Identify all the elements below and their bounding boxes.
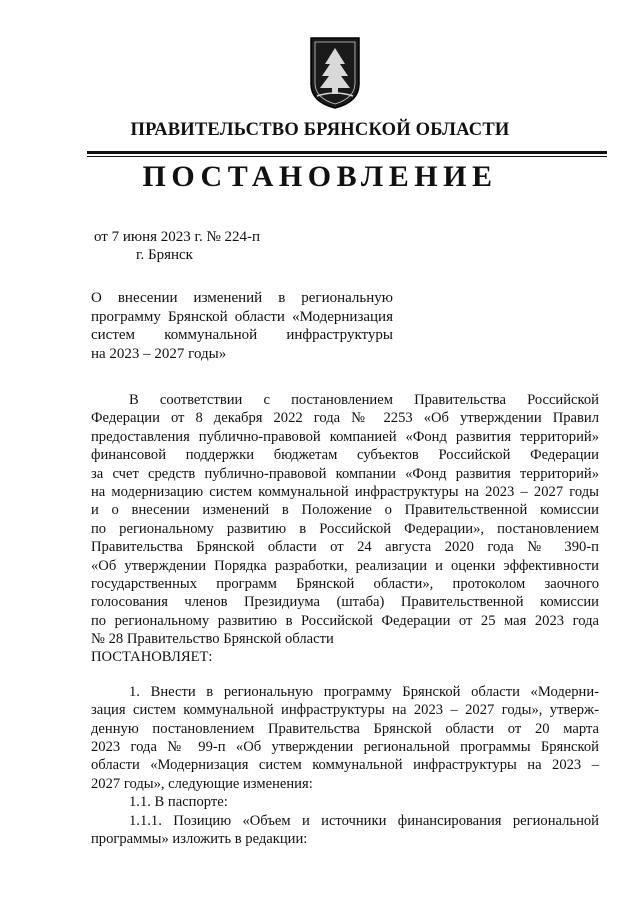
item1-line: зация систем коммунальной инфраструктуры на 2023 – 2027 годы», утверж- <box>91 702 599 719</box>
preamble-line: финансовой поддержки бюджетам субъектов Российской Федерации <box>91 447 599 464</box>
document-date-number: от 7 июня 2023 г. № 224-п <box>94 229 261 245</box>
document-subject <box>91 289 393 363</box>
preamble-line: голосования членов Президиума (штаба) Правительственной комиссии <box>91 594 599 611</box>
preamble-line: государственных программ Брянской области», протоколом заочного <box>91 575 599 592</box>
preamble-line: за счет средств публично-правовой компании «Фонд развития территорий» <box>91 465 599 482</box>
government-title: ПРАВИТЕЛЬСТВО БРЯНСКОЙ ОБЛАСТИ <box>130 120 510 140</box>
preamble-line: на модернизацию систем коммунальной инфраструктуры на 2023 – 2027 годы <box>91 483 599 500</box>
subject-line: программу Брянской области «Модернизация <box>91 308 393 325</box>
preamble-line: по региональному развитию в Российской Федерации от 25 мая 2023 года <box>91 612 599 629</box>
preamble-line: Правительства Брянской области от 24 августа 2020 года № 390-п <box>91 539 599 556</box>
preamble-line: Федерации от 8 декабря 2022 года № 2253 «Об утверждении Правил <box>91 410 599 427</box>
item1-1-heading: 1.1. В паспорте: <box>129 794 228 811</box>
preamble-line: и о внесении изменений в Положение о Правительственной комиссии <box>91 502 599 519</box>
subject-line: О внесении изменений в региональную <box>91 290 393 306</box>
item1-1-1-line: 1.1.1. Позицию «Объем и источники финансирования региональной <box>129 812 599 829</box>
item1-line: 1. Внести в региональную программу Брянской области «Модерни- <box>129 683 599 700</box>
preamble-line: «Об утверждении Порядка разработки, реализации и оценки эффективности <box>91 557 599 574</box>
subject-line: на 2023 – 2027 годы» <box>91 345 227 362</box>
header-rule-thin <box>87 156 607 157</box>
item1-line: области «Модернизация систем коммунальной инфраструктуры на 2023 – <box>91 757 599 774</box>
preamble-line: предоставления публично-правовой компанией «Фонд развития территорий» <box>91 428 599 445</box>
document-type-title: ПОСТАНОВЛЕНИЕ <box>142 160 498 193</box>
header-rule-thick <box>87 151 607 154</box>
item1-line: 2023 года № 99-п «Об утверждении региональной программы Брянской <box>91 739 599 756</box>
resolve-word: ПОСТАНОВЛЯЕТ: <box>91 649 213 666</box>
preamble-line: В соответствии с постановлением Правительства Российской <box>129 392 599 408</box>
preamble-line: № 28 Правительство Брянской области <box>91 631 334 648</box>
coat-of-arms-icon <box>307 34 363 110</box>
subject-line: систем коммунальной инфраструктуры <box>91 327 393 343</box>
document-body <box>91 391 599 848</box>
preamble-line: по региональному развитию в Российской Федерации», постановлением <box>91 520 599 537</box>
item1-1-1-line: программы» изложить в редакции: <box>91 830 308 847</box>
item1-line: 2027 годы», следующие изменения: <box>91 775 313 792</box>
item1-line: денную постановлением Правительства Брянской области от 20 марта <box>91 720 599 737</box>
document-city: г. Брянск <box>136 247 193 263</box>
